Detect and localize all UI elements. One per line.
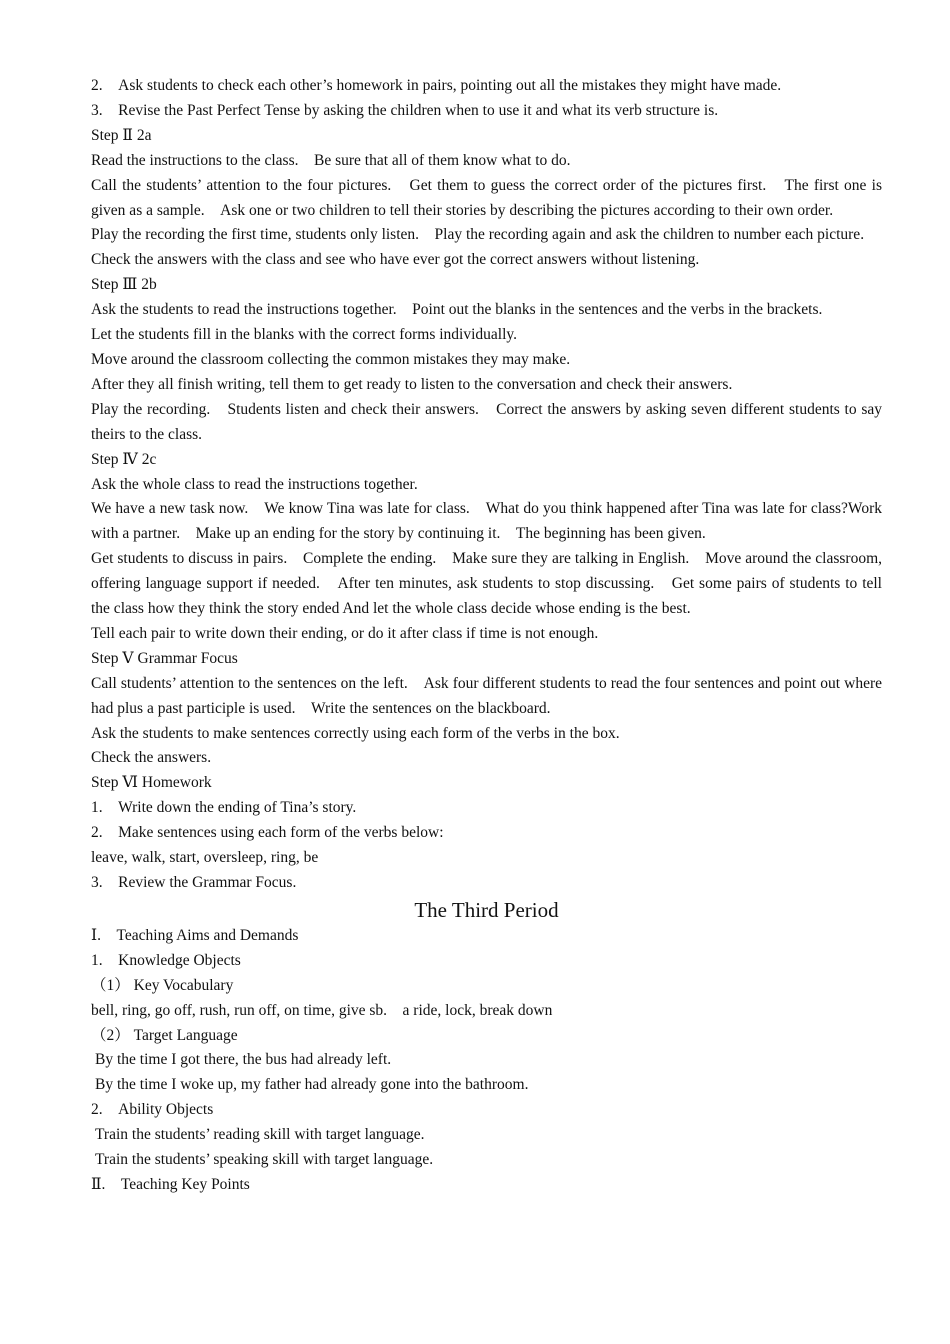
text-line: 1. Write down the ending of Tina’s story.: [91, 799, 357, 817]
section-heading: The Third Period: [414, 897, 559, 922]
text-line: 2. Ability Objects: [91, 1101, 214, 1119]
text-line: leave, walk, start, oversleep, ring, be: [91, 849, 319, 867]
text-line: After they all finish writing, tell them to get ready to listen to the conversation and check their answers.: [91, 375, 733, 393]
text-line: 2. Make sentences using each form of the verbs below:: [91, 824, 444, 842]
text-line: （1） Key Vocabulary: [91, 976, 234, 994]
text-line: bell, ring, go off, rush, run off, on time, give sb. a ride, lock, break down: [91, 1001, 553, 1019]
paragraph: Call the students’ attention to the four pictures. Get them to guess the correct order of the pictures first. The first one is given as a sample. Ask one or two children to tell their stories by describing the pictures according to their own order.: [91, 176, 882, 219]
text-line: Move around the classroom collecting the common mistakes they may make.: [91, 350, 571, 368]
text-line: 3. Review the Grammar Focus.: [91, 874, 297, 891]
text-line: Ⅱ. Teaching Key Points: [91, 1175, 250, 1193]
text-line: Ask the whole class to read the instructions together.: [91, 475, 418, 493]
text-line: Read the instructions to the class. Be sure that all of them know what to do.: [91, 151, 571, 169]
text-line: Step Ⅳ 2c: [91, 450, 157, 468]
text-line: （2） Target Language: [91, 1026, 238, 1044]
indented-line: Train the students’ speaking skill with target language.: [95, 1151, 434, 1169]
text-line: Step Ⅵ Homework: [91, 774, 212, 792]
paragraph: Play the recording. Students listen and check their answers. Correct the answers by asking seven different students to say theirs to the class.: [91, 400, 882, 443]
text-line: Ask the students to make sentences correctly using each form of the verbs in the box.: [91, 724, 620, 742]
indented-line: By the time I woke up, my father had already gone into the bathroom.: [95, 1076, 529, 1094]
text-line: Step Ⅱ 2a: [91, 126, 152, 144]
document-page: [91, 74, 882, 1198]
text-line: Check the answers.: [91, 749, 212, 767]
text-line: 2. Ask students to check each other’s homework in pairs, pointing out all the mistakes they might have made.: [91, 77, 782, 94]
paragraph: Ask the students to read the instructions together. Point out the blanks in the sentences and the verbs in the brackets.: [91, 301, 823, 319]
paragraph: Get students to discuss in pairs. Complete the ending. Make sure they are talking in English. Move around the classroom, offering language support if needed. After ten minutes, ask students to stop discussing. Get some pairs of students to tell the class how they think the story ended And let the whole class decide whose ending is the best.: [91, 550, 882, 618]
text-line: 1. Knowledge Objects: [91, 951, 241, 969]
text-line: Check the answers with the class and see who have ever got the correct answers without listening.: [91, 251, 700, 269]
text-line: Ⅰ. Teaching Aims and Demands: [91, 926, 299, 944]
paragraph: Call students’ attention to the sentences on the left. Ask four different students to read the four sentences and point out where had plus a past participle is used. Write the sentences on the blackboard.: [91, 674, 882, 717]
text-line: Step Ⅴ Grammar Focus: [91, 649, 238, 667]
paragraph: We have a new task now. We know Tina was late for class. What do you think happened after Tina was late for class?Work with a partner. Make up an ending for the story by continuing it. The beginning has been given.: [91, 500, 882, 543]
indented-line: By the time I got there, the bus had already left.: [95, 1051, 392, 1069]
text-line: Step Ⅲ 2b: [91, 276, 157, 294]
text-line: 3. Revise the Past Perfect Tense by asking the children when to use it and what its verb structure is.: [91, 101, 719, 119]
text-line: Tell each pair to write down their ending, or do it after class if time is not enough.: [91, 624, 599, 642]
text-line: Let the students fill in the blanks with the correct forms individually.: [91, 326, 518, 344]
indented-line: Train the students’ reading skill with target language.: [95, 1126, 425, 1144]
paragraph: Play the recording the first time, students only listen. Play the recording again and ask the children to number each picture.: [91, 226, 865, 244]
